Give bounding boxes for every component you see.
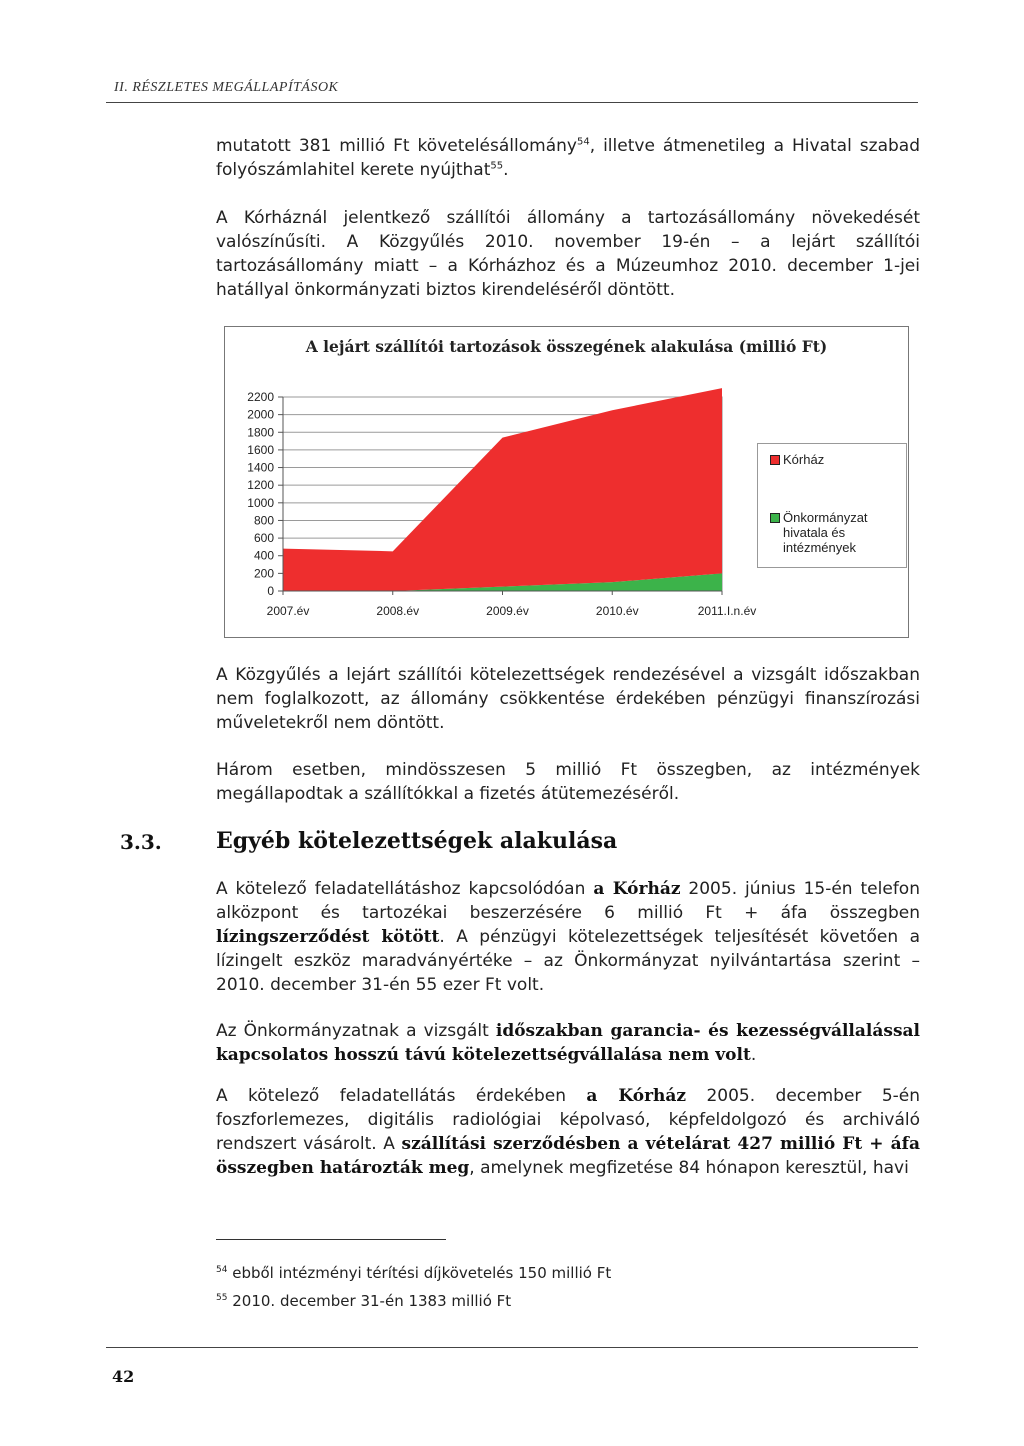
section-paragraph-3 <box>216 1084 920 1180</box>
s3-text-c: 2005. december 5-én foszforlemezes, digitális radiológiai képolvasó, képfeldolgozó és archiváló rendszert vásárolt. A <box>216 1086 920 1154</box>
s1-bold-lizing: lízingszerződést kötött <box>216 927 440 947</box>
paragraph-3: A Közgyűlés a lejárt szállítói kötelezettségek rendezésével a vizsgált időszakban nem foglalkozott, az állomány csökkentése érdekében pénzügyi finanszírozási műveletekről nem döntött. <box>216 665 920 733</box>
s1-text-e: . A pénzügyi kötelezettségek teljesítését követően a lízingelt eszköz maradványértéke – az Önkormányzat nyilvántartása szerint – 2010. december 31-én 55 ezer Ft volt. <box>216 927 920 995</box>
y-tick-label: 1800 <box>247 425 274 440</box>
s1-text-a: A kötelező feladatellátáshoz kapcsolódóan <box>216 879 594 899</box>
footnote-55-text: 2010. december 31-én 1383 millió Ft <box>232 1292 512 1310</box>
section-title: Egyéb kötelezettségek alakulása <box>216 828 618 854</box>
x-tick-label: 2010.év <box>595 604 639 618</box>
y-tick-label: 200 <box>253 566 274 581</box>
chart-title: A lejárt szállítói tartozások összegének alakulása (millió Ft) <box>305 337 828 356</box>
footnote-ref-54[interactable]: 54 <box>576 136 590 148</box>
y-tick-label: 0 <box>267 584 274 598</box>
legend-label-korhaz: Kórház <box>783 452 825 467</box>
header-rule <box>106 102 918 103</box>
footnote-54 <box>216 1264 611 1282</box>
footnote-ref-55[interactable]: 55 <box>490 160 504 172</box>
legend-swatch-korhaz <box>770 455 780 465</box>
section-number: 3.3. <box>120 830 162 854</box>
y-tick-label: 2200 <box>247 390 274 404</box>
s1-text-c: 2005. június 15-én telefon alközpont és tartozékai beszerzésére 6 millió Ft + áfa összegben <box>216 879 920 923</box>
page-number: 42 <box>112 1367 135 1386</box>
section-paragraph-1 <box>216 877 920 997</box>
x-tick-label: 2008.év <box>376 604 420 618</box>
paragraph-1 <box>216 134 920 182</box>
legend-swatch-onkormanyzat <box>770 513 780 523</box>
y-tick-label: 1600 <box>247 442 274 457</box>
y-tick-label: 1200 <box>247 478 274 493</box>
x-tick-label: 2011.I.n.év <box>697 604 757 618</box>
x-tick-label: 2009.év <box>486 604 529 618</box>
chart-container <box>224 326 909 638</box>
p1-text: mutatott 381 millió Ft követelésállomány <box>216 136 577 156</box>
y-tick-label: 1400 <box>247 460 274 475</box>
p1-text-2: , illetve átmenetileg a Hivatal szabad folyószámlahitel kerete nyújthat <box>216 136 920 180</box>
s3-bold-szerzodes: szállítási szerződésben a vételárat 427 millió Ft + áfa összegben határozták meg <box>216 1134 921 1178</box>
section-paragraph-2 <box>216 1019 920 1067</box>
running-header: II. RÉSZLETES MEGÁLLAPÍTÁSOK <box>114 80 339 95</box>
footnote-54-text: ebből intézményi térítési díjkövetelés 150 millió Ft <box>232 1264 612 1282</box>
paragraph-4: Három esetben, mindösszesen 5 millió Ft összegben, az intézmények megállapodtak a szállítókkal a fizetés átütemezéséről. <box>216 760 920 804</box>
s1-bold-korhaz: a Kórház <box>593 879 681 899</box>
s2-text-a: Az Önkormányzatnak a vizsgált <box>216 1021 496 1041</box>
x-tick-label: 2007.év <box>266 604 310 618</box>
y-tick-label: 2000 <box>247 407 274 422</box>
s3-text-a: A kötelező feladatellátás érdekében <box>216 1086 587 1106</box>
s3-bold-korhaz: a Kórház <box>586 1086 687 1106</box>
footnote-55 <box>216 1292 511 1310</box>
y-tick-label: 1000 <box>247 495 274 510</box>
s2-bold-garancia: időszakban garancia- és kezességvállalással kapcsolatos hosszú távú kötelezettségvállalása nem volt <box>216 1021 920 1065</box>
p1-text-3: . <box>503 160 509 180</box>
footnote-rule <box>216 1239 446 1240</box>
legend-label-onkormanyzat: Önkormányzat hivatala és intézmények <box>783 510 868 555</box>
chart-legend <box>757 443 907 568</box>
footnote-55-number: 55 <box>216 1293 228 1303</box>
footer-rule <box>106 1347 918 1348</box>
y-tick-label: 400 <box>253 548 274 563</box>
y-tick-label: 600 <box>253 531 274 546</box>
footnote-54-number: 54 <box>216 1265 228 1275</box>
y-tick-label: 800 <box>253 513 274 528</box>
s2-text-c: . <box>750 1045 757 1065</box>
paragraph-2: A Kórháznál jelentkező szállítói állomány a tartozásállomány növekedését valószínűsíti. A Közgyűlés 2010. november 19-én – a lejárt szállítói tartozásállomány miatt – a Kórházhoz és a Múzeumhoz 2010. december 1-jei hatállyal önkormányzati biztos kirendeléséről döntött. <box>216 208 920 300</box>
s3-text-e: , amelynek megfizetése 84 hónapon keresztül, havi <box>469 1158 909 1178</box>
